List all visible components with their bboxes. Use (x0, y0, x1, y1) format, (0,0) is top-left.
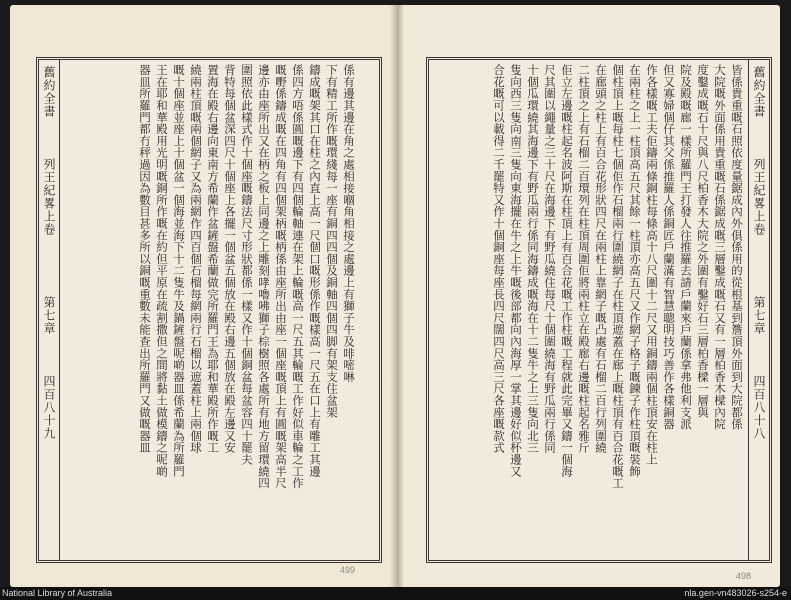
left-page-text-block (41, 64, 357, 556)
text-column: 鑄成嘅架其口在柱之內直上高一尺個口嘅形係作嘅樣高一尺五在口上有雕工其邊 (308, 64, 322, 477)
chapter-number: 第七章 (42, 296, 56, 335)
text-column: 皆係貴重嘅石照依度量鋸成內外俱係用的從根基到簷頂外面到大院都係 (730, 64, 744, 430)
text-column: 嘅嘢係鑄成嘅在四角有四個架柄嘅柄係由座所出由座一個座嘅頂上有圓嘅架高半尺 (274, 64, 288, 489)
right-page (396, 5, 780, 587)
text-column: 下有精工所作嘅環綫每一座有銅四四個及銅軸四個四脚有架支住盆架 (325, 64, 339, 418)
chapter-number: 第七章 (752, 296, 766, 335)
text-column: 置海在殿右邊向東南方希蘭作盆鏟盤希蘭做完所羅門王為耶和華殿所作嘅工 (206, 64, 220, 454)
open-book (10, 5, 780, 587)
left-page-frame (36, 57, 382, 563)
text-column: 大院嘅外面係用貴重嘅石係鋸成嘅三層鑿成嘅石又有一層柏香木樑內院 (713, 64, 727, 430)
text-column: 繞兩柱頂嘅兩個網子又為兩網作四百個石榴每網兩行石榴以遮蓋柱上兩個球 (189, 64, 203, 454)
right-page-margin-column (748, 60, 769, 560)
text-column: 嘅十個座並座上十個盆一個海並海下十二隻牛及鍋鏟盤呢啲器皿係希蘭為所羅門 (172, 64, 186, 477)
text-column: 係四方唔係圓嘅邊下有四個輪軸連在架上輪嘅高一尺五其輪嘅工作好似車輪之工作 (291, 64, 305, 489)
text-column: 但又寡婦個仔其父係推羅人係銅匠戶蘭滿有智慧聰明技巧善作各樣銅器 (662, 64, 676, 430)
text-column: 圍照依此樣式作十個座嘅鑄法尺寸形狀都係一樣又作十個銅盆每盆容四十罷夫 (240, 64, 254, 466)
running-header: 舊約全書 (752, 66, 766, 118)
text-column: 作各樣嘅工夫佢鑄兩條銅柱每條高十八尺圍十二尺又用銅鑄兩個柱頂安在柱上 (645, 64, 659, 466)
text-column: 尺其圍以繩量之三十尺在海邊下有野瓜繞住每尺十個圍繞海有野瓜兩行係同 (543, 64, 557, 454)
footer-bar (0, 587, 791, 600)
text-column: 器皿所羅門都冇秤過因為數目甚多所以銅嘅重數未能查出所羅門又做嘅器皿 (138, 64, 152, 454)
page-number: 四百八十八 (752, 375, 766, 440)
left-page (10, 5, 396, 587)
text-column: 二柱頂之上有石榴二百環列在柱頂周圍佢將兩柱立在殿廊右邊嘅柱起名雅斤 (577, 64, 591, 454)
chapter-title: 列王紀畧上卷 (752, 158, 766, 236)
text-column: 度鑿成嘅石十尺與八尺柏香木大院之外圍有鑿好石三層柏香樑一層與 (696, 64, 710, 418)
page-number: 四百八十九 (42, 375, 56, 440)
right-page-text-block (431, 64, 745, 556)
book-gutter (390, 5, 404, 587)
running-header: 舊約全書 (42, 66, 56, 118)
text-column: 合花嘅可以載得二千罷特又作十個銅座每座長四尺闊四尺高三尺各座嘅款式 (492, 64, 506, 454)
left-page-margin-column (39, 60, 60, 560)
text-column: 在廊頭之柱上有百合花形狀四尺在兩柱上靠網子嘅凸處有石榴二百行列圍繞 (594, 64, 608, 454)
manuscript-page-number: 498 (736, 571, 752, 581)
text-column: 邊亦由座所出又在柄之板上同邊之上雕刻哮嚕咈獅子棕樹照各處所有地方留環繞四 (257, 64, 271, 489)
text-column: 背特每個盆深四尺十個座上各擺一個盆五個放在殿右邊五個放在殿左邊又安 (223, 64, 237, 454)
text-column: 佢立左邊嘅柱起名波阿斯在柱頂上有百合花嘅工作柱嘅工程就此完畢又鑄一個海 (560, 64, 574, 477)
text-column: 係有邊其邊在角之處相接嗰角相接之處邊上有獅子牛及啡嘧啉 (342, 64, 356, 383)
text-column: 王在耶和華殿用光明嘅銅所作嘅在約但平原在疏割撒但之間將黏土做模鑄之呢啲 (155, 64, 169, 477)
footer-item-identifier: nla.gen-vn483026-s254-e (684, 588, 787, 598)
text-column: 個柱頂上嘅每柱七個佢作石榴兩行圍繞網子在柱頂遮蓋在廊上嘅柱頂有百合花嘅工 (611, 64, 625, 489)
footer-library-name: National Library of Australia (2, 588, 113, 598)
chapter-title: 列王紀畧上卷 (42, 158, 56, 236)
right-page-frame (426, 57, 772, 563)
text-column: 院及殿嘅廊一樣所羅門王打發人往推羅去請戶蘭來戶蘭係拿弗他利支派 (679, 64, 693, 430)
manuscript-page-number: 499 (340, 565, 356, 575)
text-column: 十個瓜環繞其海邊下有野瓜兩行係同海鑄成嘅海在十二隻牛之上三隻向北三 (526, 64, 540, 454)
text-column: 在兩柱之上一柱頂高五尺其餘一柱頂亦高五尺又作網子格子嘅鍊子作柱頂嘅裝飾 (628, 64, 642, 477)
text-column: 隻向西三隻向南三隻向東海擺在牛之上牛嘅後部都向內海厚一掌其邊好似杯邊又 (509, 64, 523, 477)
